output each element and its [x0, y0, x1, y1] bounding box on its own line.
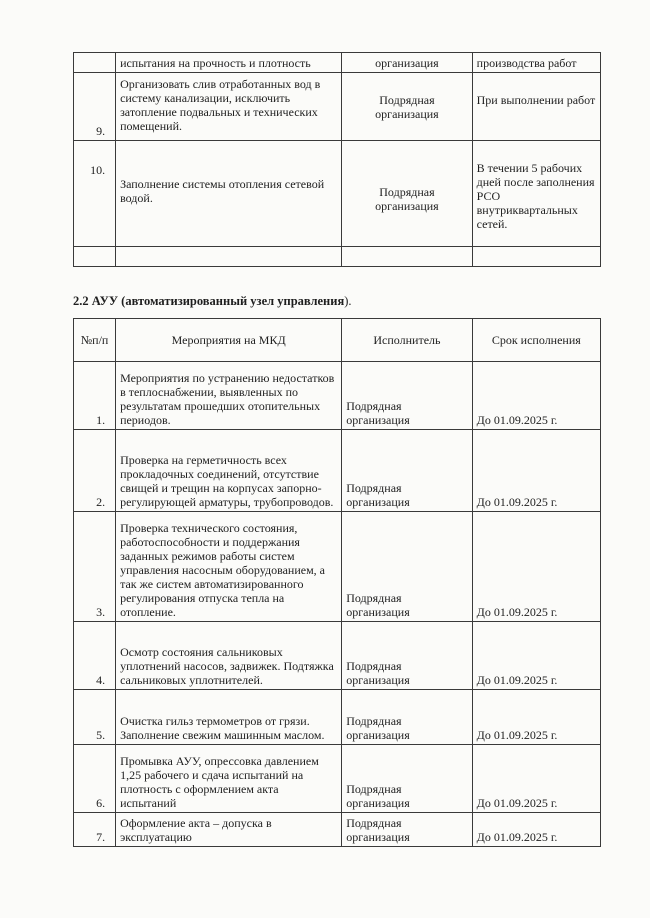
table-row — [74, 53, 601, 73]
task-cell: Осмотр состояния сальниковых уплотнений насосов, задвижек. Подтяжка сальниковых уплотнителей. — [116, 622, 342, 690]
row-number: 6. — [74, 745, 116, 813]
continuation-table — [73, 52, 601, 267]
section-title-tail: ). — [344, 294, 352, 308]
table-row — [74, 73, 601, 141]
task-cell: испытания на прочность и плотность — [116, 53, 342, 73]
task-cell: Проверка на герметичность всех прокладочных соединений, отсутствие свищей и трещин на корпусах запорно-регулирующей арматуры, трубопроводов. — [116, 430, 342, 512]
executor-cell — [342, 247, 472, 267]
table-row — [74, 745, 601, 813]
executor-cell: организация — [342, 53, 472, 73]
deadline-cell: В течении 5 рабочих дней после заполнения РСО внутриквартальных сетей. — [472, 141, 600, 247]
executor-cell: Подрядная организация — [342, 430, 472, 512]
task-cell: Оформление акта – допуска в эксплуатацию — [116, 813, 342, 847]
header-task: Мероприятия на МКД — [116, 319, 342, 362]
section-title — [73, 294, 352, 309]
deadline-cell: До 01.09.2025 г. — [472, 813, 600, 847]
row-number — [74, 247, 116, 267]
table-row — [74, 141, 601, 247]
task-cell: Мероприятия по устранению недостатков в теплоснабжении, выявленных по результатам прошедших отопительных периодов. — [116, 362, 342, 430]
task-cell: Очистка гильз термометров от грязи. Заполнение свежим машинным маслом. — [116, 690, 342, 745]
deadline-cell: До 01.09.2025 г. — [472, 512, 600, 622]
executor-cell: Подрядная организация — [342, 745, 472, 813]
deadline-cell: производства работ — [472, 53, 600, 73]
executor-cell: Подрядная организация — [342, 690, 472, 745]
header-number: №п/п — [74, 319, 116, 362]
table-row — [74, 247, 601, 267]
deadline-cell: При выполнении работ — [472, 73, 600, 141]
auu-table — [73, 318, 601, 847]
row-number: 2. — [74, 430, 116, 512]
task-cell: Организовать слив отработанных вод в систему канализации, исключить затопление подвальных и технических помещений. — [116, 73, 342, 141]
deadline-cell: До 01.09.2025 г. — [472, 430, 600, 512]
header-deadline: Срок исполнения — [472, 319, 600, 362]
table-row — [74, 430, 601, 512]
executor-cell: Подрядная организация — [342, 813, 472, 847]
table-row — [74, 512, 601, 622]
executor-cell: Подрядная организация — [342, 622, 472, 690]
row-number: 5. — [74, 690, 116, 745]
deadline-cell: До 01.09.2025 г. — [472, 745, 600, 813]
deadline-cell: До 01.09.2025 г. — [472, 362, 600, 430]
deadline-cell — [472, 247, 600, 267]
task-cell: Промывка АУУ, опрессовка давлением 1,25 рабочего и сдача испытаний на плотность с оформлением акта испытаний — [116, 745, 342, 813]
executor-cell: Подрядная организация — [342, 362, 472, 430]
table-row — [74, 813, 601, 847]
row-number — [74, 53, 116, 73]
row-number: 3. — [74, 512, 116, 622]
section-title-text: 2.2 АУУ (автоматизированный узел управления — [73, 294, 345, 308]
executor-cell: Подрядная организация — [342, 73, 472, 141]
task-cell: Проверка технического состояния, работоспособности и поддержания заданных режимов работы систем управления насосным оборудованием, а так же систем автоматизированного регулирования отпуска тепла на отопление. — [116, 512, 342, 622]
row-number: 7. — [74, 813, 116, 847]
row-number: 10. — [74, 141, 116, 247]
row-number: 9. — [74, 73, 116, 141]
header-executor: Исполнитель — [342, 319, 472, 362]
table-row — [74, 690, 601, 745]
row-number: 1. — [74, 362, 116, 430]
row-number: 4. — [74, 622, 116, 690]
table-row — [74, 622, 601, 690]
executor-cell: Подрядная организация — [342, 512, 472, 622]
task-cell — [116, 247, 342, 267]
deadline-cell: До 01.09.2025 г. — [472, 622, 600, 690]
task-cell: Заполнение системы отопления сетевой водой. — [116, 141, 342, 247]
executor-cell: Подрядная организация — [342, 141, 472, 247]
deadline-cell: До 01.09.2025 г. — [472, 690, 600, 745]
table-header-row — [74, 319, 601, 362]
table-row — [74, 362, 601, 430]
